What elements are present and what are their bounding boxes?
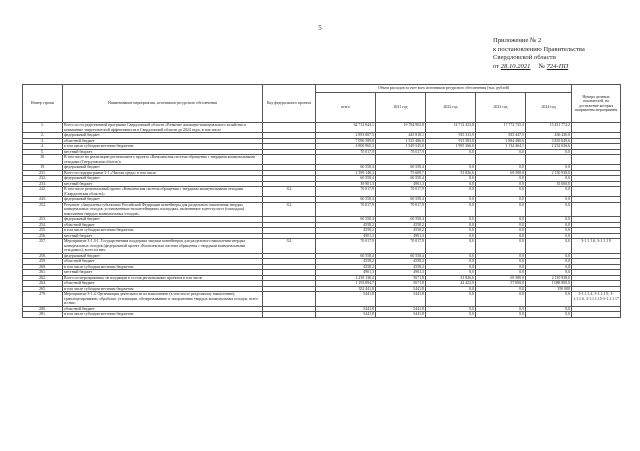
row-total: 62 712 044,1 xyxy=(316,123,376,133)
table-row xyxy=(23,187,621,197)
row-total: 5441,8 xyxy=(316,306,376,312)
appendix-line-2: Свердловской области xyxy=(493,54,556,62)
row-number: 3. xyxy=(23,138,63,144)
row-2024: 0,0 xyxy=(526,259,572,265)
row-2024: 0,0 xyxy=(526,217,572,223)
row-number: 261. xyxy=(23,270,63,276)
row-number: 280. xyxy=(23,306,63,312)
table-row xyxy=(23,155,621,165)
row-2024 xyxy=(526,155,572,165)
row-2022: 0,0 xyxy=(426,259,476,265)
row-2021: 60 558,4 xyxy=(376,165,426,171)
row-2022: 42 422,9 xyxy=(426,281,476,287)
row-name: федеральный бюджет xyxy=(63,197,263,203)
row-number: 4. xyxy=(23,144,63,150)
row-name: местный бюджет xyxy=(63,181,263,187)
row-2024: 0,0 xyxy=(526,197,572,203)
row-targets xyxy=(572,187,621,197)
header-2022: 2022 год xyxy=(426,93,476,123)
row-total: 60 558,4 xyxy=(316,165,376,171)
row-2024: 0,0 xyxy=(526,165,572,171)
row-2023: 0,0 xyxy=(476,239,526,254)
row-2022: 53 826,6 xyxy=(426,275,476,281)
row-total: 4558,2 xyxy=(316,264,376,270)
row-2023: 0,0 xyxy=(476,187,526,197)
row-2024: 35 000,0 xyxy=(526,181,572,187)
header-volume: Объем расходов за счет всех источников ресурсного обеспечения (тыс. рублей) xyxy=(316,85,572,93)
appendix-title: Приложение № 2 xyxy=(493,37,542,44)
row-targets xyxy=(572,202,621,217)
row-name: в том числе субсидии местным бюджетам xyxy=(63,228,263,234)
row-2024: 0,0 xyxy=(526,176,572,182)
row-2023: 0,0 xyxy=(476,222,526,228)
row-total: 2 239 130,4 xyxy=(316,275,376,281)
row-number: 2. xyxy=(23,133,63,139)
row-2021: 60 558,4 xyxy=(376,197,426,203)
row-2023: 17 772 735,3 xyxy=(476,123,526,133)
row-2024: 1 088 800,0 xyxy=(526,281,572,287)
row-total: 7 096 589,8 xyxy=(316,138,376,144)
row-number: 252. xyxy=(23,202,63,217)
row-name: федеральный бюджет xyxy=(63,133,263,139)
row-total: 4558,2 xyxy=(316,259,376,265)
row-2023: 0,0 xyxy=(476,197,526,203)
row-number: 279. xyxy=(23,292,63,307)
row-2024: 0,0 xyxy=(526,228,572,234)
row-total: 4901,3 xyxy=(316,233,376,239)
header-project-code: Код федерального проекта xyxy=(263,85,316,123)
row-2023: 1 134 464,1 xyxy=(476,144,526,150)
row-name: местный бюджет xyxy=(63,149,263,155)
row-name: федеральный бюджет xyxy=(63,176,263,182)
row-2024: 0,0 xyxy=(526,312,572,318)
row-total: 39 901,3 xyxy=(316,181,376,187)
row-2021: 4901,3 xyxy=(376,233,426,239)
row-2024: 0,0 xyxy=(526,264,572,270)
row-2023: 0,0 xyxy=(476,270,526,276)
row-2021: 75 608,7 xyxy=(376,170,426,176)
row-total: 4 806 965,3 xyxy=(316,144,376,150)
row-name: местный бюджет xyxy=(63,233,263,239)
row-2021: 5441,8 xyxy=(376,286,426,292)
row-2023: 57 000,0 xyxy=(476,281,526,287)
row-2024: 0,0 xyxy=(526,306,572,312)
row-2023: 0,0 xyxy=(476,312,526,318)
row-2024: 0,0 xyxy=(526,202,572,217)
row-name: областной бюджет xyxy=(63,222,263,228)
row-2024: 2 232 636,6 xyxy=(526,144,572,150)
row-2022: 1 995 366,0 xyxy=(426,144,476,150)
row-number: 257. xyxy=(23,239,63,254)
row-2023 xyxy=(476,155,526,165)
row-name: федеральный бюджет xyxy=(63,253,263,259)
row-number: 253. xyxy=(23,217,63,223)
row-number: 5. xyxy=(23,149,63,155)
row-targets xyxy=(572,312,621,318)
row-2021: 70 017,9 xyxy=(376,239,426,254)
row-2023: 0,0 xyxy=(476,292,526,307)
row-total: 4558,2 xyxy=(316,228,376,234)
row-2024: 0,0 xyxy=(526,187,572,197)
row-name: В том числе на реализацию регионального проекта «Комплексная система обращения с твердыми коммунальными отходами (Свердловская область)» xyxy=(63,155,263,165)
row-2021: 4558,2 xyxy=(376,222,426,228)
row-number: 19. xyxy=(23,165,63,171)
row-2023: 0,0 xyxy=(476,228,526,234)
table-row xyxy=(23,123,621,133)
row-2023: 0,0 xyxy=(476,217,526,223)
row-number: 18. xyxy=(23,155,63,165)
row-2022: 0,0 xyxy=(426,312,476,318)
row-2021: 4901,3 xyxy=(376,181,426,187)
row-2024: 2 110 938,0 xyxy=(526,275,572,281)
row-number: 243. xyxy=(23,197,63,203)
row-name: федеральный бюджет xyxy=(63,217,263,223)
row-2023: 0,0 xyxy=(476,181,526,187)
header-row-no: Номер строки xyxy=(23,85,63,123)
row-name: федеральный бюджет xyxy=(63,165,263,171)
row-total: 1 193 894,7 xyxy=(316,281,376,287)
row-2021: 70 017,9 xyxy=(376,149,426,155)
header-2023: 2023 год xyxy=(476,93,526,123)
row-2021: 1 549 545,0 xyxy=(376,144,426,150)
row-2023: 0,0 xyxy=(476,286,526,292)
row-2021: 4558,2 xyxy=(376,259,426,265)
row-2022: 0,0 xyxy=(426,233,476,239)
row-2021: 60 558,4 xyxy=(376,217,426,223)
row-total: 2 399 148,3 xyxy=(316,170,376,176)
table-row xyxy=(23,239,621,254)
row-name: Всего по государственной программе Свердловской области «Развитие жилищно-коммунального хозяйства и повышение энергетической эффективности в Свердловской области до 2024 года» в том числе xyxy=(63,123,263,133)
header-2024: 2024 год xyxy=(526,93,572,123)
row-2022: 0,0 xyxy=(426,181,476,187)
row-total: 60 558,4 xyxy=(316,197,376,203)
row-2024: 0,0 xyxy=(526,239,572,254)
appendix-date-line xyxy=(493,63,633,72)
row-project-code xyxy=(263,123,316,133)
row-2021: 1 525 486,0 xyxy=(376,138,426,144)
row-2024: 2 150 938,0 xyxy=(526,170,572,176)
date-prefix: от xyxy=(493,62,500,70)
row-number: 255. xyxy=(23,228,63,234)
row-2021: 60 558,4 xyxy=(376,176,426,182)
row-2023: 0,0 xyxy=(476,149,526,155)
row-2024: 3 835 849,6 xyxy=(526,138,572,144)
row-2022: 0,0 xyxy=(426,253,476,259)
page-number: 5 xyxy=(318,24,322,32)
row-project-code xyxy=(263,292,316,307)
row-targets: 3-1.1.1.6, 3-1.1.1.9 xyxy=(572,239,621,254)
row-2022: 935 313,9 xyxy=(426,133,476,139)
row-2023: 0,0 xyxy=(476,306,526,312)
row-2022: 0,0 xyxy=(426,202,476,217)
row-2023: 1 884 480,6 xyxy=(476,138,526,144)
row-total: 2 893 007,5 xyxy=(316,133,376,139)
header-total: всего xyxy=(316,93,376,123)
row-2022: 0,0 xyxy=(426,217,476,223)
row-2022: 0,0 xyxy=(426,292,476,307)
row-number: 231. xyxy=(23,170,63,176)
row-2024: 436 430,0 xyxy=(526,133,572,139)
row-2022: 0,0 xyxy=(426,165,476,171)
row-name: областной бюджет xyxy=(63,281,263,287)
row-name: Всего по подпрограмме 3-1 «Чистая среда» в том числе xyxy=(63,170,263,176)
row-2022: 0,0 xyxy=(426,306,476,312)
row-2022: 0,0 xyxy=(426,264,476,270)
row-name: в том числе субсидии местным бюджетам xyxy=(63,144,263,150)
row-project-code: G2 xyxy=(263,202,316,217)
row-2021: 4901,3 xyxy=(376,270,426,276)
row-name: в том числе субсидии местным бюджетам xyxy=(63,286,263,292)
row-2023: 69 580,0 xyxy=(476,170,526,176)
row-2023: 835 447,5 xyxy=(476,133,526,139)
row-project-code: G2 xyxy=(263,239,316,254)
row-total: 5441,8 xyxy=(316,312,376,318)
row-2024: 350 000 xyxy=(526,286,572,292)
row-name: местный бюджет xyxy=(63,270,263,276)
row-project-code: G2 xyxy=(263,187,316,197)
header-targets: Номера целевых показателей, на достижение которых направлены мероприятия xyxy=(572,85,621,123)
row-number: 260. xyxy=(23,264,63,270)
number-prefix: № xyxy=(538,62,545,70)
row-2022: 0,0 xyxy=(426,270,476,276)
row-name: Мероприятие 3-1.4-1. Государственная поддержка закупки контейнеров для раздельного накопления твердых коммунальных отходов (федеральный проект «Комплексная система обращения с твердыми коммунальными отходами»), всего из них: xyxy=(63,239,263,254)
row-2024: 0,0 xyxy=(526,233,572,239)
row-2021: 4558,2 xyxy=(376,228,426,234)
row-total: 70 017,9 xyxy=(316,187,376,197)
row-targets: 3-1.1.1.4, 3-1.1.1.9, 3-1.1.1.6, 3-1.1.1.15-3-1.1.1.17 xyxy=(572,292,621,307)
row-2022: 0,0 xyxy=(426,228,476,234)
row-total: 60 558,4 xyxy=(316,217,376,223)
row-name: Результат «Закуплены субъектами Российской Федерации контейнеры для раздельного накопления твердых коммунальных отходов, установленные на контейнерных площадках, включенные в реестр мест (площадок) накопления твердых коммунальных отходов» xyxy=(63,202,263,217)
row-2022: 0,0 xyxy=(426,176,476,182)
row-name: областной бюджет xyxy=(63,138,263,144)
row-2021: 4558,2 xyxy=(376,264,426,270)
header-name: Наименование мероприятия, источников ресурсного обеспечения xyxy=(63,85,263,123)
row-2023: 0,0 xyxy=(476,202,526,217)
row-total xyxy=(316,155,376,165)
row-project-code xyxy=(263,155,316,165)
row-2021: 5441,8 xyxy=(376,312,426,318)
row-name: В том числе региональный проект «Комплексная система обращения с твердыми коммунальными отходами (Свердловская область)» xyxy=(63,187,263,197)
row-2022: 0,0 xyxy=(426,187,476,197)
row-2022: 0,0 xyxy=(426,239,476,254)
row-2022: 53 826,6 xyxy=(426,170,476,176)
row-total: 60 558,4 xyxy=(316,253,376,259)
row-number: 1. xyxy=(23,123,63,133)
row-number: 281. xyxy=(23,312,63,318)
row-2022: 0,0 xyxy=(426,222,476,228)
row-2021 xyxy=(376,155,426,165)
row-2023: 0,0 xyxy=(476,253,526,259)
table-body xyxy=(23,123,621,318)
row-2023: 0,0 xyxy=(476,259,526,265)
row-2022: 0,0 xyxy=(426,286,476,292)
row-total: 4901,3 xyxy=(316,270,376,276)
row-number: 254. xyxy=(23,222,63,228)
row-number: 259. xyxy=(23,259,63,265)
row-total: 4558,2 xyxy=(316,222,376,228)
row-2021: 70 017,9 xyxy=(376,202,426,217)
row-2021: 445 818,1 xyxy=(376,133,426,139)
row-2022: 0,0 xyxy=(426,197,476,203)
row-2024: 15 431 772,2 xyxy=(526,123,572,133)
appendix-date: 28.10.2021 xyxy=(500,62,531,70)
row-number: 256. xyxy=(23,233,63,239)
row-targets xyxy=(572,123,621,133)
row-total: 70 017,9 xyxy=(316,239,376,254)
row-2022 xyxy=(426,155,476,165)
row-2022: 14 712 433,8 xyxy=(426,123,476,133)
row-number: 262. xyxy=(23,275,63,281)
appendix-header xyxy=(493,37,633,71)
row-2022: 913 583,8 xyxy=(426,138,476,144)
row-2023: 0,0 xyxy=(476,264,526,270)
row-total: 60 558,4 xyxy=(316,176,376,182)
table-row xyxy=(23,202,621,217)
expenditure-table xyxy=(22,84,621,318)
row-2023: 0,0 xyxy=(476,165,526,171)
row-name: Мероприятие 3-1.4. Организация деятельности по накоплению (в том числе раздельному накоплению), транспортированию, обработке, утилизации, обезвреживанию и захоронению твердых коммунальных отходов, всего из них: xyxy=(63,292,263,307)
appendix-number: 724-ПП xyxy=(546,62,569,70)
row-2021: 19 784 902,8 xyxy=(376,123,426,133)
row-number: 258. xyxy=(23,253,63,259)
row-2024: 0,0 xyxy=(526,222,572,228)
row-2023: 69 580,0 xyxy=(476,275,526,281)
row-name: в том числе субсидии местным бюджетам xyxy=(63,264,263,270)
row-name: в том числе субсидии местным бюджетам xyxy=(63,312,263,318)
row-2024: 0,0 xyxy=(526,292,572,307)
row-2021: 70 017,9 xyxy=(376,187,426,197)
row-total: 352 441,8 xyxy=(316,286,376,292)
row-total: 5441,8 xyxy=(316,292,376,307)
appendix-line-1: к постановлению Правительства xyxy=(493,45,585,53)
row-2021: 5671,8 xyxy=(376,275,426,281)
row-2024: 0,0 xyxy=(526,270,572,276)
row-2021: 5671,8 xyxy=(376,281,426,287)
row-2021: 60 558,4 xyxy=(376,253,426,259)
table-row xyxy=(23,292,621,307)
row-number: 233. xyxy=(23,181,63,187)
row-name: Всего по мероприятиям, не входящим в состав региональных проектов в том числе xyxy=(63,275,263,281)
row-2022: 0,0 xyxy=(426,149,476,155)
row-2021: 5441,8 xyxy=(376,306,426,312)
row-number: 242. xyxy=(23,187,63,197)
row-2023: 0,0 xyxy=(476,176,526,182)
row-2024: 0,0 xyxy=(526,253,572,259)
row-name: областной бюджет xyxy=(63,306,263,312)
row-project-code xyxy=(263,312,316,318)
table-row xyxy=(23,312,621,318)
row-total: 70 017,9 xyxy=(316,149,376,155)
row-number: 265. xyxy=(23,286,63,292)
row-2021: 5441,8 xyxy=(376,292,426,307)
row-name: областной бюджет xyxy=(63,259,263,265)
row-targets xyxy=(572,155,621,165)
header-2021: 2021 год xyxy=(376,93,426,123)
row-2024: 0,0 xyxy=(526,149,572,155)
row-total: 70 017,9 xyxy=(316,202,376,217)
row-number: 232. xyxy=(23,176,63,182)
row-2023: 0,0 xyxy=(476,233,526,239)
row-number: 264. xyxy=(23,281,63,287)
